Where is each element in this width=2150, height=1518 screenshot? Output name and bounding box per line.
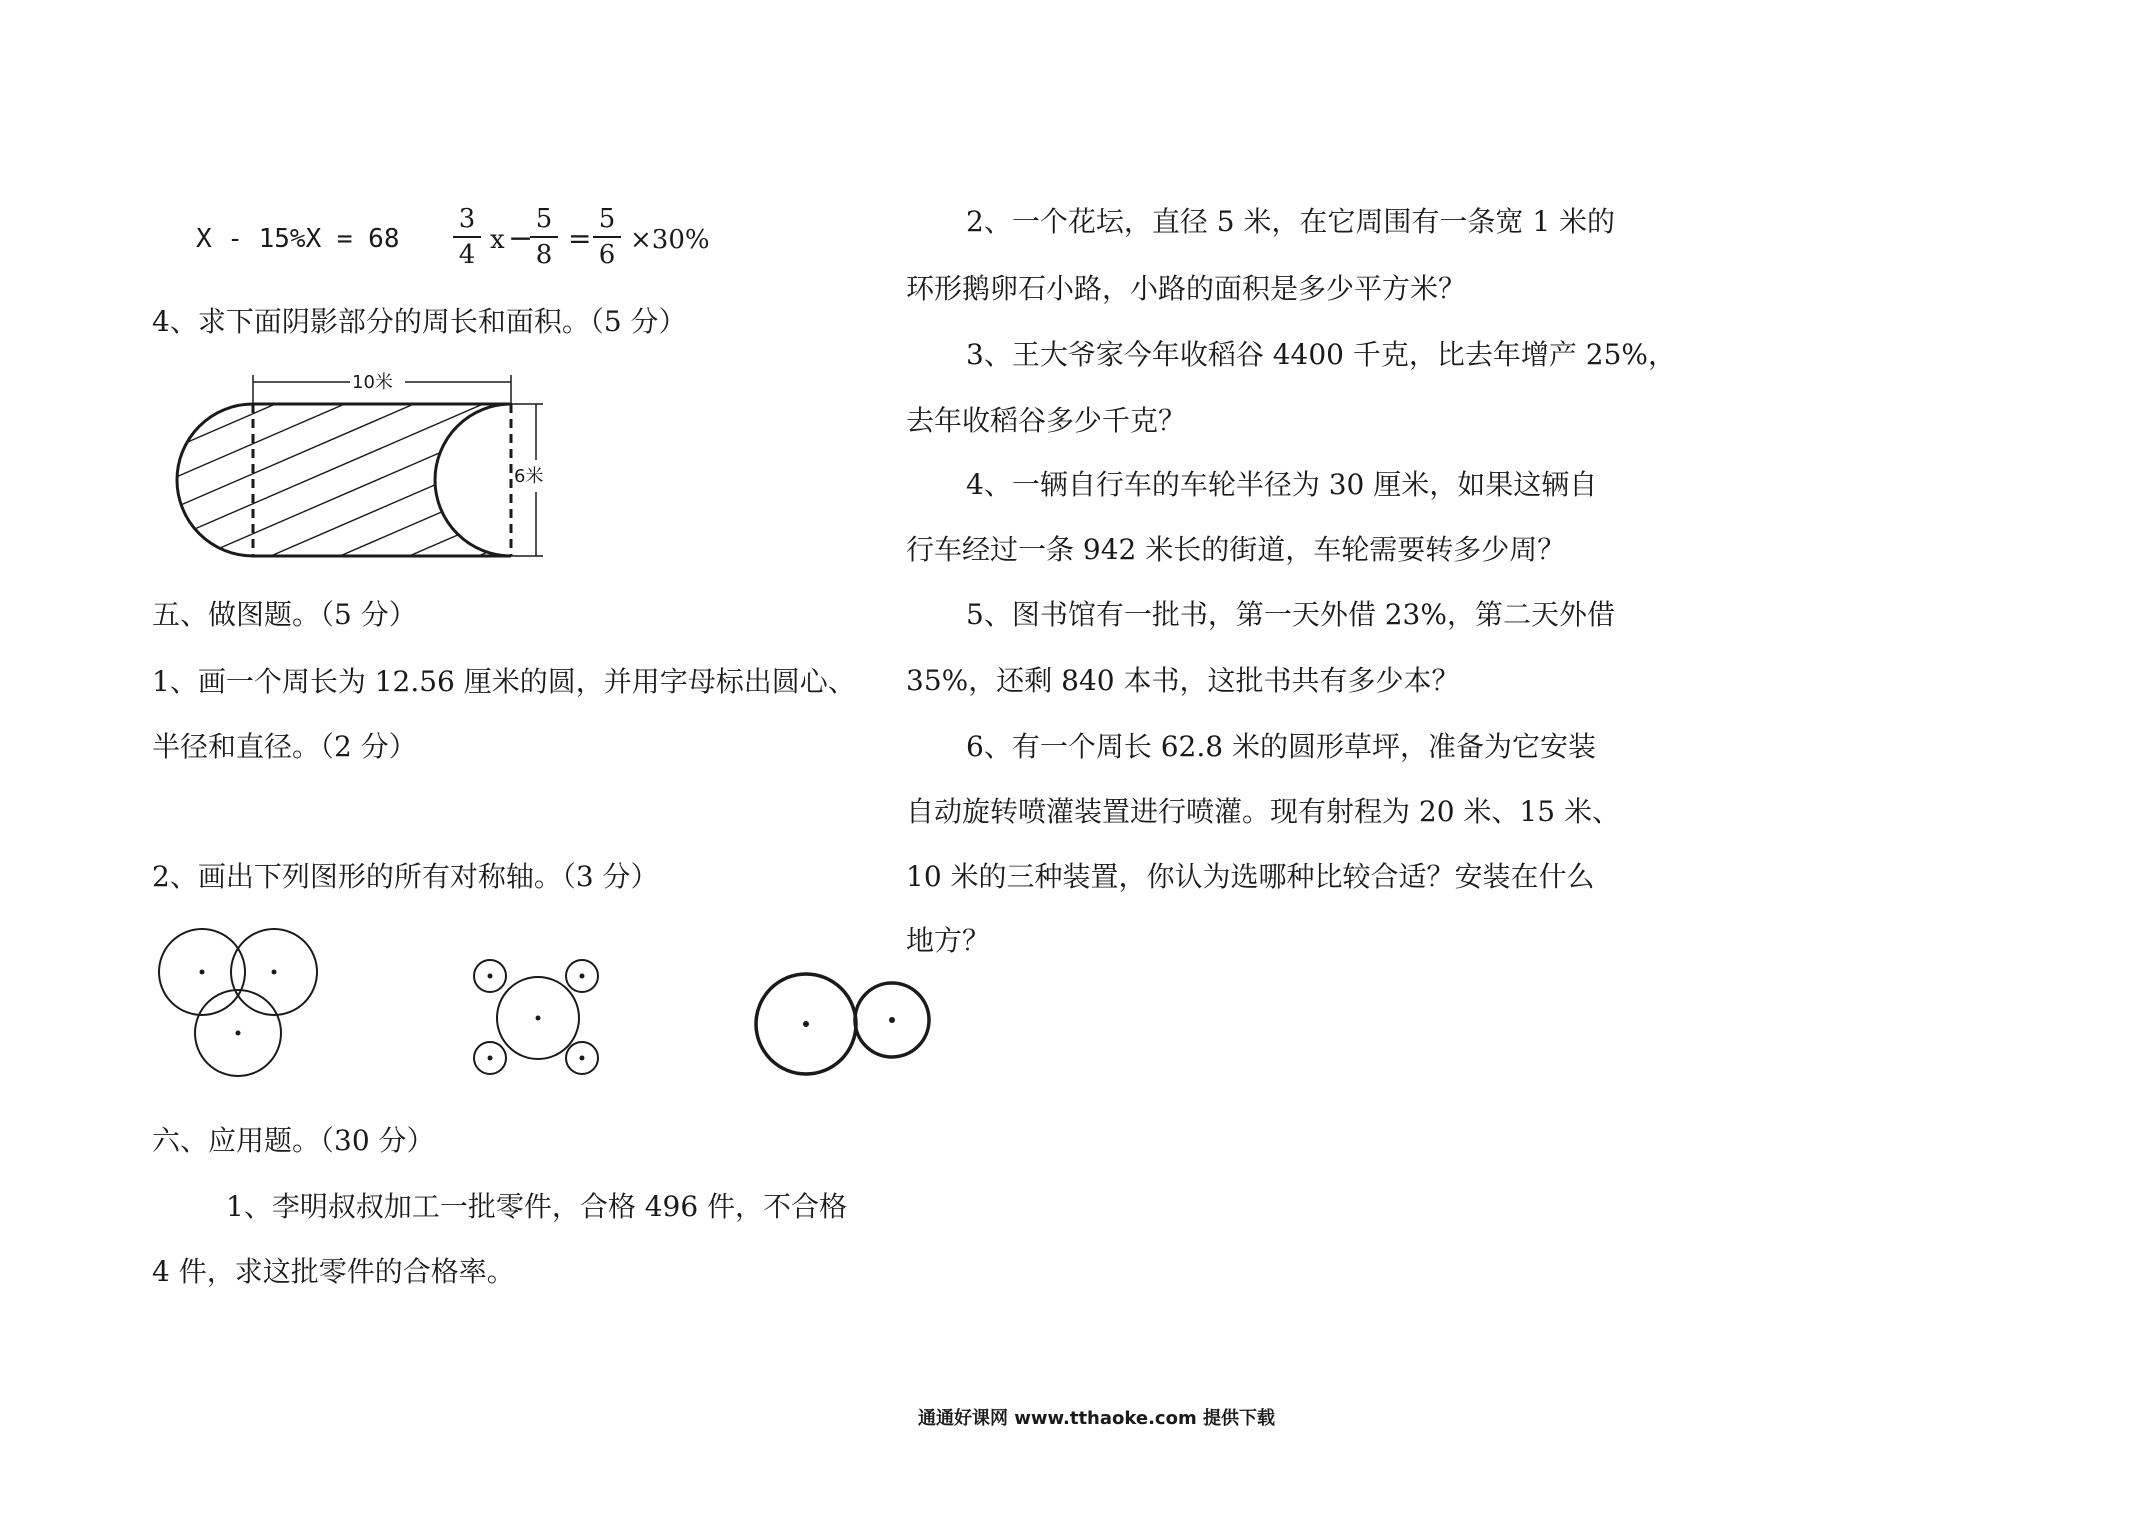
fraction-5-6: 5 6 [590,204,624,270]
hatch-lines [100,190,700,870]
sec6-q1-line2: 4 件，求这批零件的合格率。 [152,1255,515,1288]
sec6-q1-line1: 1、李明叔叔加工一批零件，合格 496 件，不合格 [226,1190,848,1223]
sec5-q1-line2: 半径和直径。（2 分） [152,730,417,763]
r-q4-line1: 4、一辆自行车的车轮半径为 30 厘米，如果这辆自 [966,468,1598,501]
width-label: 10米 [352,372,393,393]
r-q3-line2: 去年收稻谷多少千克？ [906,404,1187,437]
three-circles-figure [159,929,317,1076]
footer-credit: 通通好课网 www.tthaoke.com 提供下载 [918,1408,1275,1429]
minus-sign: − [508,221,534,256]
sec5-q1-line1: 1、画一个周长为 12.56 厘米的圆，并用字母标出圆心、 [152,665,856,698]
q4-title: 4、求下面阴影部分的周长和面积。（5 分） [152,305,687,338]
fraction-3-4: 3 4 [450,204,484,270]
section-5-title: 五、做图题。（5 分） [152,598,417,631]
r-q2-line2: 环形鹅卵石小路，小路的面积是多少平方米？ [906,272,1467,305]
shaded-figure [160,360,580,560]
height-label: 6米 [514,466,544,487]
equals-sign: = [568,222,592,255]
equation-1: X - 15%X = 68 [196,224,400,254]
r-q6-line3: 10 米的三种装置，你认为选哪种比较合适？安装在什么 [906,860,1595,893]
r-q2-line1: 2、一个花坛，直径 5 米，在它周围有一条宽 1 米的 [966,205,1616,238]
circle-figures [150,920,1150,1080]
section-6-title: 六、应用题。（30 分） [152,1124,435,1157]
r-q4-line2: 行车经过一条 942 米长的街道，车轮需要转多少周？ [906,533,1566,566]
fraction-5-8: 5 8 [527,204,561,270]
times-30-percent: ×30% [630,225,710,255]
variable-x: x [490,225,505,255]
sec5-q2: 2、画出下列图形的所有对称轴。（3 分） [152,860,659,893]
r-q6-line2: 自动旋转喷灌装置进行喷灌。现有射程为 20 米、15 米、 [906,795,1620,828]
r-q6-line1: 6、有一个周长 62.8 米的圆形草坪，准备为它安装 [966,730,1596,763]
r-q5-line2: 35%，还剩 840 本书，这批书共有多少本？ [906,664,1460,697]
figure-outline [177,404,511,556]
r-q3-line1: 3、王大爷家今年收稻谷 4400 千克，比去年增产 25%， [966,338,1677,371]
r-q5-line1: 5、图书馆有一批书，第一天外借 23%，第二天外借 [966,598,1615,631]
two-circles-figure [756,974,929,1074]
r-q6-line4: 地方？ [906,924,991,957]
